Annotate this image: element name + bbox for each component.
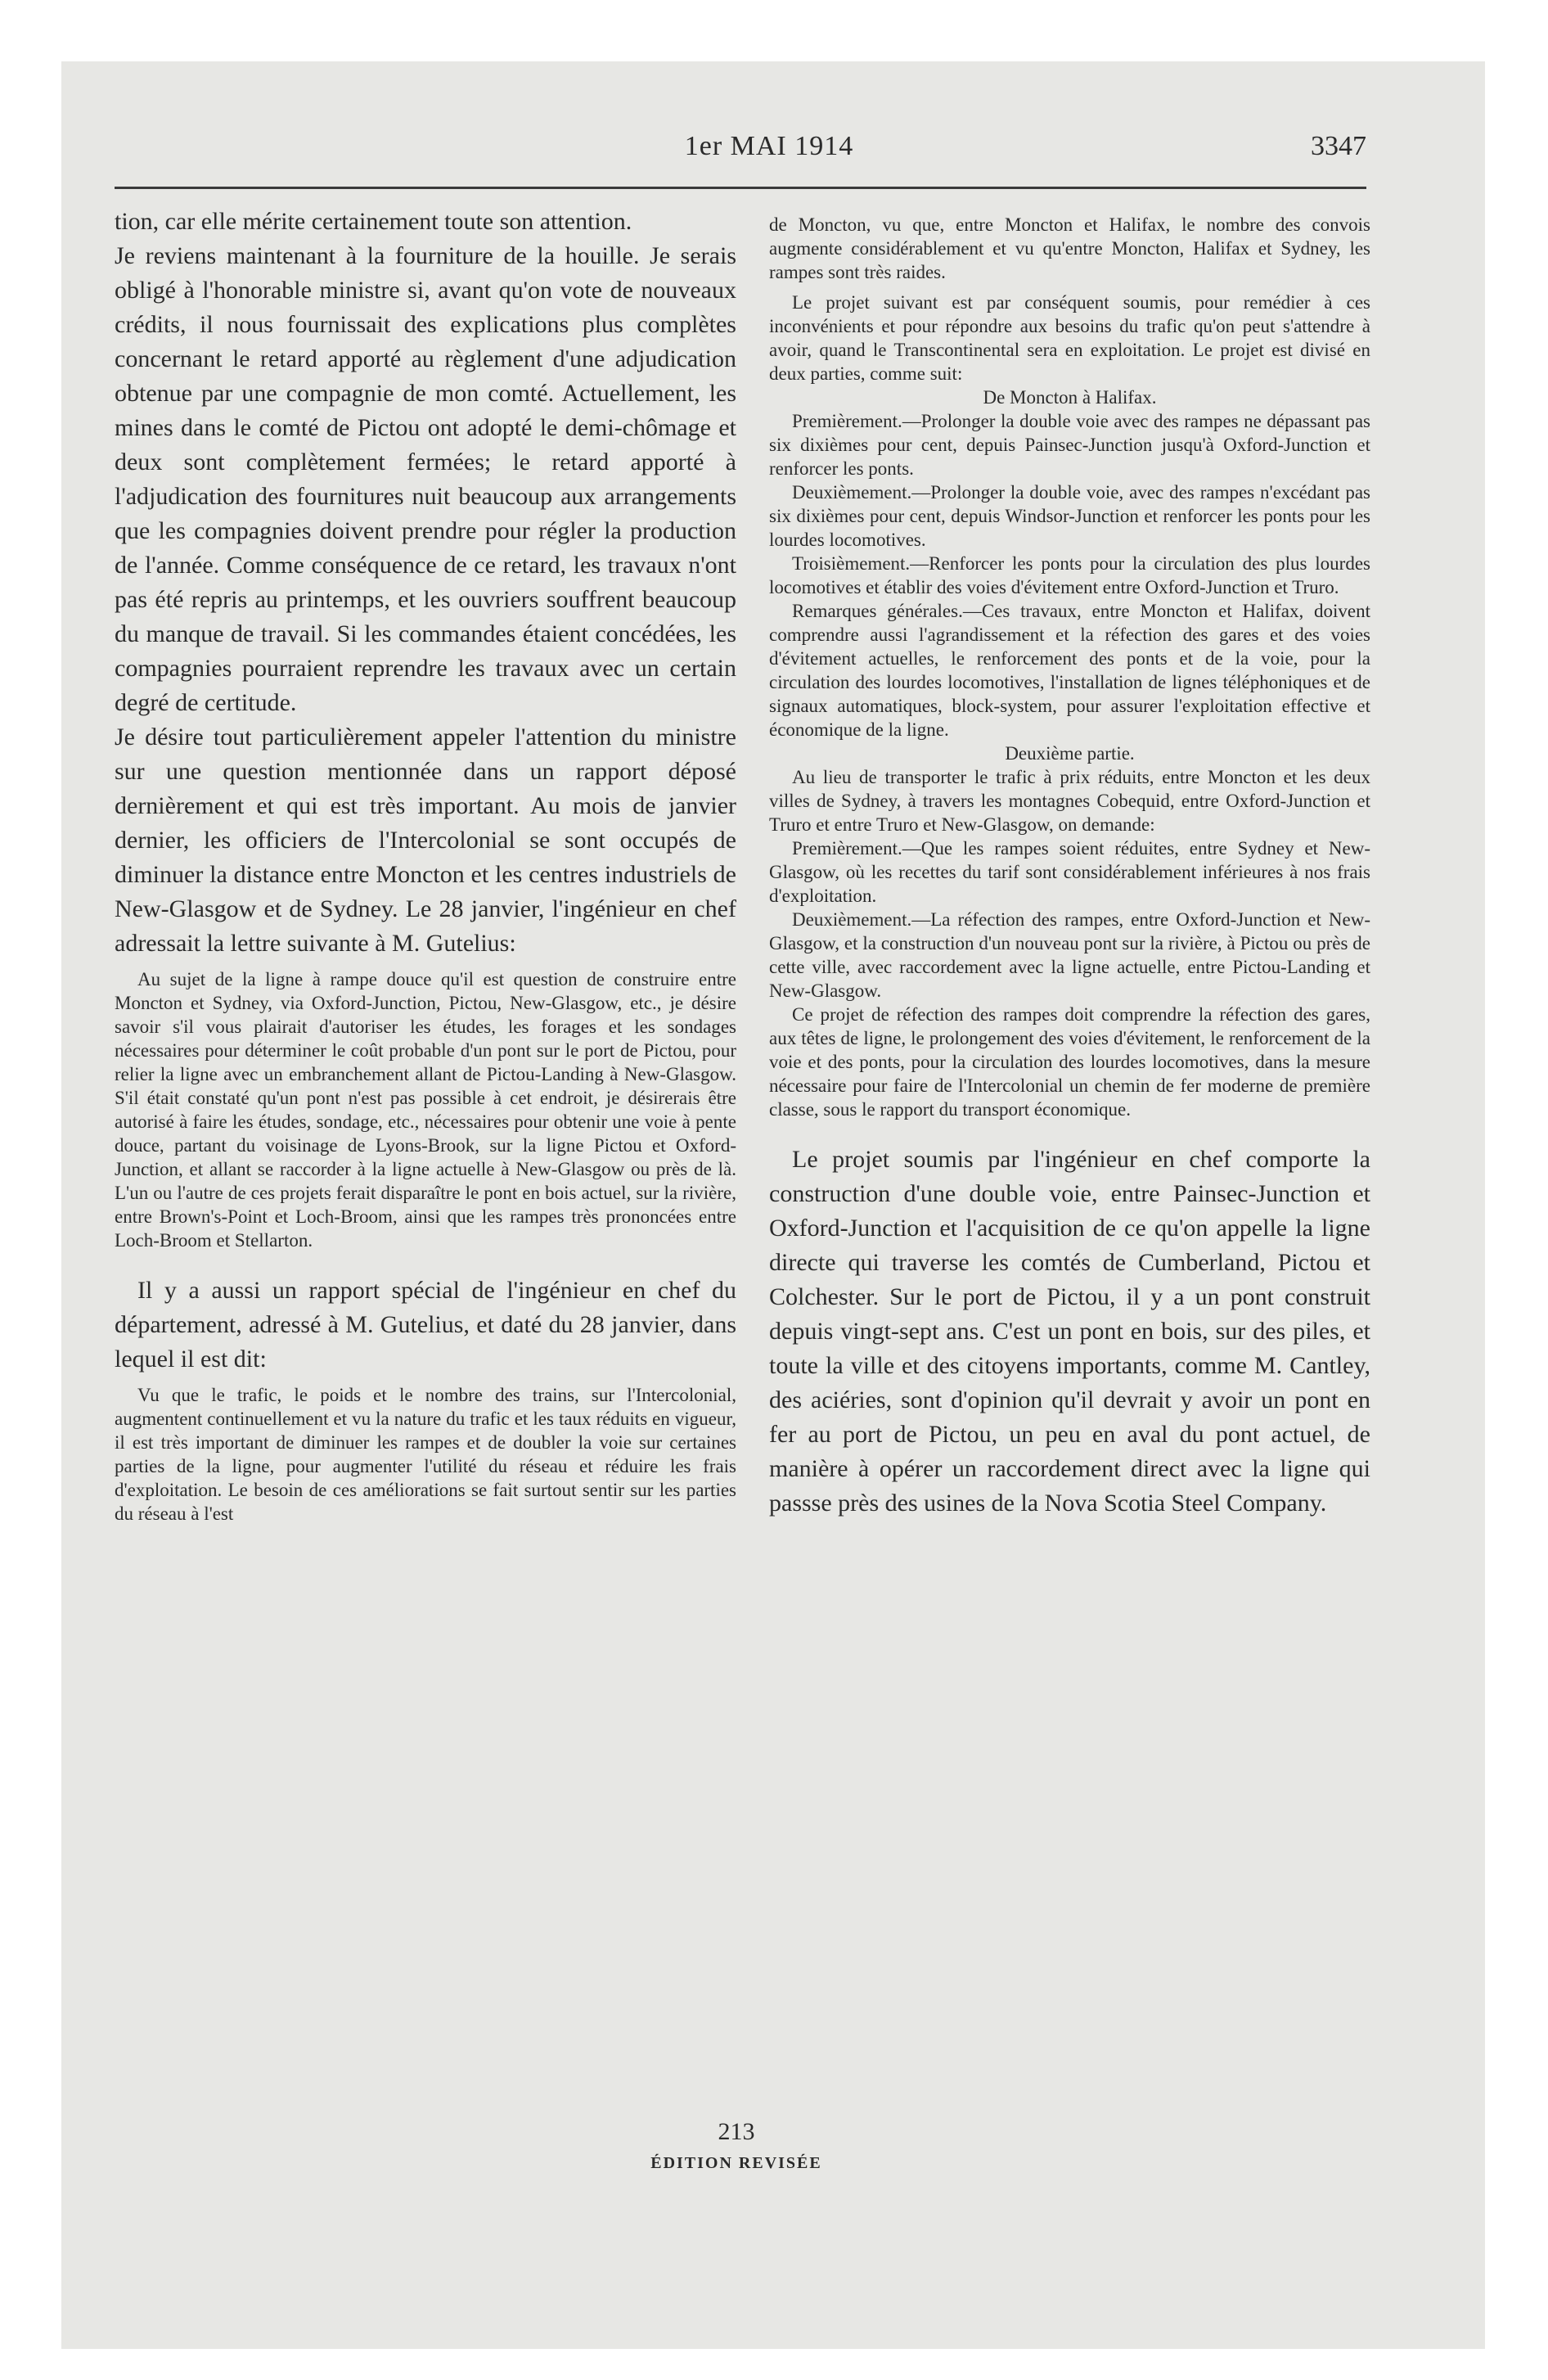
- right-column: [769, 205, 1370, 1521]
- paragraph: Je reviens maintenant à la fourniture de la houille. Je serais obligé à l'honorable ministre si, avant qu'on vote de nouveaux crédits, il nous fournissait des explications plus complètes concernant le retard apporté au règlement d'une adjudication obtenue par une compagnie de mon comté. Actuellement, les mines dans le comté de Pictou ont adopté le demi-chômage et deux sont complètement fermées; le retard apporté à l'adjudication des fournitures nuit beaucoup aux arrangements que les compagnies doivent prendre pour régler la production de l'année. Comme conséquence de ce retard, les travaux n'ont pas été repris au printemps, et les ouvriers souffrent beaucoup du manque de travail. Si les commandes étaient concédées, les compagnies pourraient reprendre les travaux avec un certain degré de certitude.: [115, 242, 736, 716]
- paragraph: Deuxièmement.—Prolonger la double voie, avec des rampes n'excédant pas six dixièmes pour cent, depuis Windsor-Junction et renforcer les ponts pour les lourdes locomotives.: [769, 482, 1370, 550]
- section-heading: De Moncton à Halifax.: [983, 387, 1157, 408]
- left-column: [115, 205, 736, 1526]
- header-page-number: 3347: [1311, 131, 1366, 161]
- paragraph: Le projet suivant est par conséquent soumis, pour remédier à ces inconvénients et pour répondre aux besoins du trafic qu'on peut s'attendre à avoir, quand le Transcontinental sera en exploitation. Le projet est divisé en deux parties, comme suit:: [769, 292, 1370, 384]
- page-header: [115, 131, 1366, 180]
- paragraph: Deuxièmement.—La réfection des rampes, entre Oxford-Junction et New-Glasgow, et la construction d'un nouveau pont sur la rivière, à Pictou ou près de cette ville, avec raccordement avec la ligne actuelle, entre Pictou-Landing et New-Glasgow.: [769, 909, 1370, 1001]
- paragraph: Le projet soumis par l'ingénieur en chef comporte la construction d'une double voie, entre Painsec-Junction et Oxford-Junction et l'acquisition de ce qu'on appelle la ligne directe qui traverse les comtés de Cumberland, Pictou et Colchester. Sur le port de Pictou, il y a un pont construit depuis vingt-sept ans. C'est un pont en bois, sur des piles, et toute la ville et des citoyens importants, comme M. Cantley, des aciéries, sont d'opinion qu'il devrait y avoir un pont en fer au port de Pictou, un peu en aval du pont actuel, de manière à opérer un raccordement direct avec la ligne qui passse près des usines de la Nova Scotia Steel Company.: [769, 1146, 1370, 1517]
- paragraph: Premièrement.—Prolonger la double voie avec des rampes ne dépassant pas six dixièmes pour cent, depuis Painsec-Junction jusqu'à Oxford-Junction et renforcer les ponts.: [769, 411, 1370, 479]
- section-heading: Deuxième partie.: [1005, 743, 1135, 764]
- page-footer: [573, 2118, 900, 2173]
- header-date: 1er MAI 1914: [684, 131, 854, 161]
- quoted-report: Vu que le trafic, le poids et le nombre des trains, sur l'Intercolonial, augmentent continuellement et vu la nature du trafic et les taux réduits en vigueur, il est très important de diminuer les rampes et de doubler la voie sur certaines parties de la ligne, pour augmenter l'utilité du réseau et réduire les frais d'exploitation. Le besoin de ces améliorations se fait surtout sentir sur les parties du réseau à l'est: [115, 1385, 736, 1524]
- quoted-letter: Au sujet de la ligne à rampe douce qu'il est question de construire entre Moncton et Sydney, via Oxford-Junction, Pictou, New-Glasgow, etc., je désire savoir s'il vous plairait d'autoriser les études, les forages et les sondages nécessaires pour déterminer le coût probable d'un pont sur le port de Pictou, pour relier la ligne avec un embranchement allant de Pictou-Landing à New-Glasgow. S'il était constaté qu'un pont n'est pas possible à cet endroit, je désirerais être autorisé à faire les études, sondage, etc., nécessaires pour obtenir une voie à pente douce, partant du voisinage de Lyons-Brook, sur la ligne Pictou et Oxford-Junction, et allant se raccorder à la ligne actuelle à New-Glasgow ou près de là. L'un ou l'autre de ces projets ferait disparaître le pont en bois actuel, sur la rivière, entre Brown's-Point et Loch-Broom, ainsi que les rampes très prononcées entre Loch-Broom et Stellarton.: [115, 969, 736, 1251]
- paragraph: de Moncton, vu que, entre Moncton et Halifax, le nombre des convois augmente considérablement et vu qu'entre Moncton, Halifax et Sydney, les rampes sont très raides.: [769, 214, 1370, 282]
- paragraph: tion, car elle mérite certainement toute son attention.: [115, 208, 632, 235]
- footer-edition: ÉDITION REVISÉE: [650, 2154, 822, 2172]
- paragraph: Il y a aussi un rapport spécial de l'ingénieur en chef du département, adressé à M. Gutelius, et daté du 28 janvier, dans lequel il est dit:: [115, 1277, 736, 1373]
- paragraph: Je désire tout particulièrement appeler l'attention du ministre sur une question mentionnée dans un rapport déposé dernièrement et qui est très important. Au mois de janvier dernier, les officiers de l'Intercolonial se sont occupés de diminuer la distance entre Moncton et les centres industriels de New-Glasgow et de Sydney. Le 28 janvier, l'ingénieur en chef adressait la lettre suivante à M. Gutelius:: [115, 723, 736, 957]
- paragraph: Premièrement.—Que les rampes soient réduites, entre Sydney et New-Glasgow, où les recettes du tarif sont considérablement inférieures à nos frais d'exploitation.: [769, 838, 1370, 906]
- paragraph: Remarques générales.—Ces travaux, entre Moncton et Halifax, doivent comprendre aussi l'agrandissement et la réfection des gares et des voies d'évitement actuelles, le renforcement des ponts et de la voie, pour la circulation des lourdes locomotives, l'installation de lignes téléphoniques et de signaux automatiques, block-system, pour assurer l'exploitation effective et économique de la ligne.: [769, 601, 1370, 740]
- header-rule: [115, 187, 1366, 189]
- paragraph: Au lieu de transporter le trafic à prix réduits, entre Moncton et les deux villes de Sydney, à travers les montagnes Cobequid, entre Oxford-Junction et Truro et entre Truro et New-Glasgow, on demande:: [769, 767, 1370, 835]
- paragraph: Ce projet de réfection des rampes doit comprendre la réfection des gares, aux têtes de ligne, le prolongement des voies d'évitement, le renforcement de la voie et des ponts, pour la circulation des lourdes locomotives, dans la mesure nécessaire pour faire de l'Intercolonial un chemin de fer moderne de première classe, sous le rapport du transport économique.: [769, 1004, 1370, 1120]
- footer-page-number: 213: [718, 2118, 755, 2145]
- paragraph: Troisièmement.—Renforcer les ponts pour la circulation des plus lourdes locomotives et établir des voies d'évitement entre Oxford-Junction et Truro.: [769, 553, 1370, 597]
